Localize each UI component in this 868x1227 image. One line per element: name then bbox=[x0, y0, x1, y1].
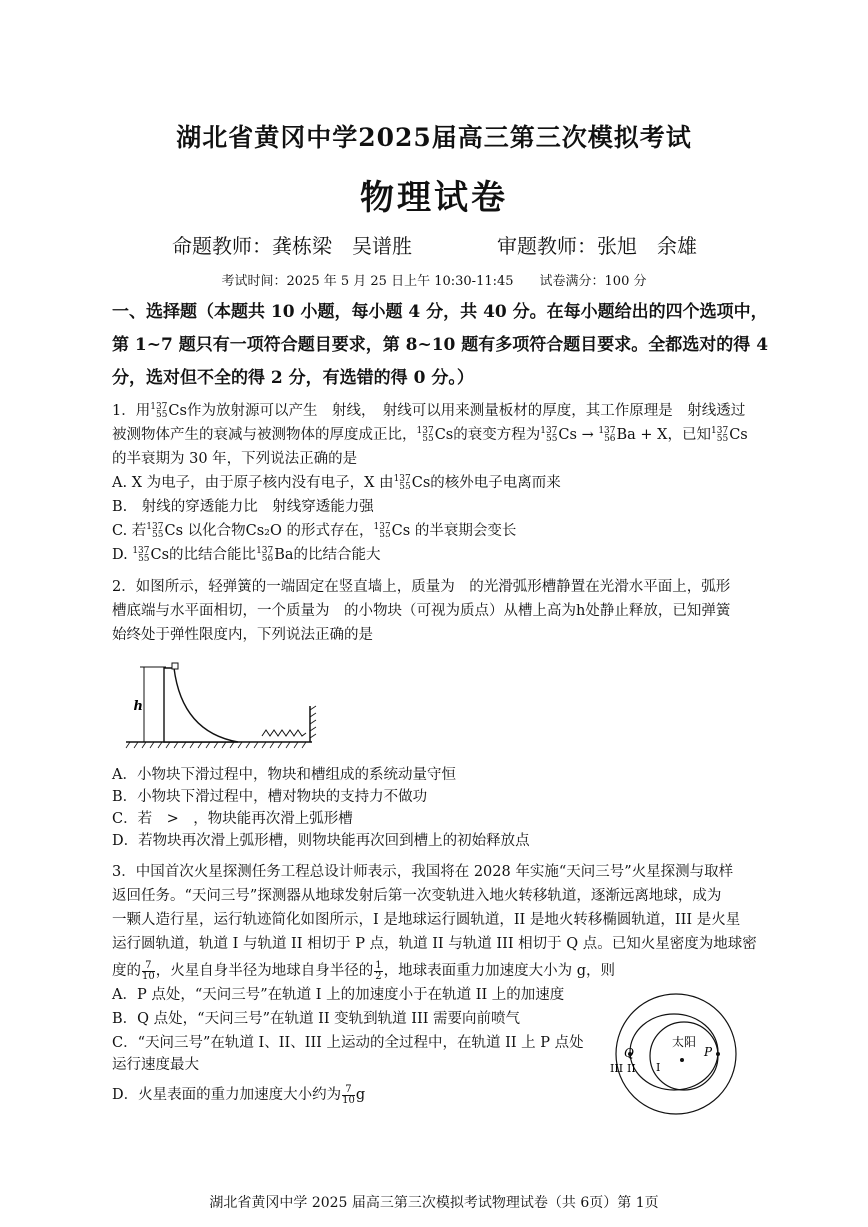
q2-options bbox=[112, 764, 612, 852]
question-reviewers: 审题教师：张旭 余雄 bbox=[497, 234, 697, 258]
q3-option-a: A．P 点处，“天问三号”在轨道 I 上的加速度小于在轨道 II 上的加速度 bbox=[112, 987, 565, 1003]
exam-title: 湖北省黄冈中学2025届高三第三次模拟考试 bbox=[176, 123, 692, 152]
question-3 bbox=[112, 860, 762, 986]
orbit-II-label: II bbox=[627, 1062, 636, 1075]
q1-option-b: B. 射线的穿透能力比 射线穿透能力强 bbox=[112, 499, 374, 515]
isotope-cs137: 137 55 bbox=[393, 473, 411, 492]
ground-hatch bbox=[126, 742, 306, 748]
q1-line-2: 被测物体产生的衰减与被测物体的厚度成正比， 137 55 Cs的衰变方程为 137 55 Cs → 137 56 Ba + X，已知 137 55 Cs bbox=[112, 425, 748, 444]
section-instructions bbox=[112, 296, 772, 395]
q2-option-a: A．小物块下滑过程中，物块和槽组成的系统动量守恒 bbox=[112, 767, 456, 783]
Q-label: Q bbox=[624, 1046, 634, 1060]
q3-line-4: 运行圆轨道，轨道 I 与轨道 II 相切于 P 点，轨道 II 与轨道 III 相切于 Q 点。已知火星密度为地球密 bbox=[112, 936, 757, 952]
q3-option-b: B．Q 点处，“天问三号”在轨道 II 变轨到轨道 III 需要向前喷气 bbox=[112, 1011, 521, 1027]
sun-label: 太阳 bbox=[672, 1035, 697, 1049]
exam-info: 考试时间：2025 年 5 月 25 日上午 10:30-11:45 试卷满分：100 分 bbox=[221, 274, 647, 289]
spring bbox=[262, 730, 306, 736]
question-setters: 命题教师：龚栋梁 吴谱胜 bbox=[172, 234, 412, 258]
P-label: P bbox=[704, 1045, 713, 1059]
q1-option-d: D. 137 55 Cs的比结合能比 137 56 Ba的比结合能大 bbox=[112, 545, 381, 564]
isotope-cs137: 137 55 bbox=[132, 545, 150, 564]
orbit-figure bbox=[600, 992, 750, 1122]
arc-groove bbox=[164, 668, 238, 742]
isotope-cs137: 137 55 bbox=[540, 425, 558, 444]
q1-option-a: A. X 为电子，由于原子核内没有电子，X 由 137 55 Cs的核外电子电离而来 bbox=[112, 473, 561, 492]
q2-line-3: 始终处于弹性限度内，下列说法正确的是 bbox=[112, 627, 373, 643]
fraction-1-2: $\frac{1}{2}$ bbox=[375, 959, 382, 982]
q2-option-c: C．若 > ，物块能再次滑上弧形槽 bbox=[112, 811, 353, 827]
q2-option-d: D．若物块再次滑上弧形槽，则物块能再次回到槽上的初始释放点 bbox=[112, 833, 530, 849]
q3-line-3: 一颗人造行星，运行轨迹简化如图所示，I 是地球运行圆轨道，II 是地火转移椭圆轨道，III 是火星 bbox=[112, 912, 741, 928]
question-2 bbox=[112, 575, 762, 647]
q2-line-2: 槽底端与水平面相切，一个质量为 的小物块（可视为质点）从槽上高为h处静止释放，已知弹簧 bbox=[112, 603, 731, 619]
q1-line-1 bbox=[112, 399, 762, 423]
orbit-III-label: III bbox=[610, 1062, 624, 1075]
page-footer: 湖北省黄冈中学 2025 届高三第三次模拟考试物理试卷（共 6页）第 1页 bbox=[209, 1195, 659, 1211]
isotope-cs137: 137 55 bbox=[150, 401, 168, 420]
subject-title: 物理试卷 bbox=[360, 178, 508, 218]
q3-line-5: 度的 $\frac{7}{10}$ ，火星自身半径为地球自身半径的 $\frac{1}{2}$ ，地球表面重力加速度大小为 g，则 bbox=[112, 959, 615, 982]
q3-option-d: D．火星表面的重力加速度大小约为 $\frac{7}{10}$ g bbox=[112, 1083, 366, 1106]
q3-line-2: 返回任务。“天问三号”探测器从地球发射后第一次变轨进入地火转移轨道，逐渐远离地球，成为 bbox=[112, 888, 722, 904]
q1-option-c: C. 若 137 55 Cs 以化合物Cs₂O 的形式存在， 137 55 Cs 的半衰期会变长 bbox=[112, 521, 517, 540]
q2-option-b: B．小物块下滑过程中，槽对物块的支持力不做功 bbox=[112, 789, 428, 805]
q1-number: 1．用 bbox=[112, 403, 151, 419]
fraction-7-10: $\frac{7}{10}$ bbox=[142, 959, 155, 982]
section-line: 一、选择题（本题共 10 小题，每小题 4 分，共 40 分。在每小题给出的四个选项中， bbox=[112, 302, 768, 322]
orbit-I-label: I bbox=[656, 1061, 661, 1074]
question-1 bbox=[112, 399, 762, 567]
height-label: h bbox=[133, 699, 143, 714]
isotope-cs137: 137 55 bbox=[146, 521, 164, 540]
sun-dot bbox=[680, 1058, 684, 1062]
point-P bbox=[716, 1052, 720, 1056]
spring-groove-figure bbox=[120, 660, 325, 750]
isotope-cs137: 137 55 bbox=[373, 521, 391, 540]
isotope-ba137: 137 56 bbox=[256, 545, 274, 564]
q2-line-1: 2．如图所示，轻弹簧的一端固定在竖直墙上，质量为 的光滑弧形槽静置在光滑水平面上，弧形 bbox=[112, 579, 731, 595]
isotope-cs137: 137 55 bbox=[711, 425, 729, 444]
section-line: 第 1~7 题只有一项符合题目要求，第 8~10 题有多项符合题目要求。全都选对的得 4 bbox=[112, 335, 769, 355]
q3-option-c: C．“天问三号”在轨道 I、II、III 上运动的全过程中，在轨道 II 上 P 点处 运行速度最大 bbox=[112, 1035, 584, 1073]
fraction-7-10: $\frac{7}{10}$ bbox=[342, 1083, 355, 1106]
section-line: 分，选对但不全的得 2 分，有选错的得 0 分。） bbox=[112, 368, 474, 388]
q1-line-3: 的半衰期为 30 年，下列说法正确的是 bbox=[112, 451, 358, 467]
isotope-ba137: 137 56 bbox=[598, 425, 616, 444]
q3-line-1: 3．中国首次火星探测任务工程总设计师表示，我国将在 2028 年实施“天问三号”火星探测与取样 bbox=[112, 864, 734, 880]
q3-options bbox=[112, 984, 602, 1106]
small-block bbox=[172, 663, 178, 669]
q1-text: Cs作为放射源可以产生 射线， 射线可以用来测量板材的厚度，其工作原理是 射线透过 bbox=[168, 403, 746, 419]
isotope-cs137: 137 55 bbox=[416, 425, 434, 444]
